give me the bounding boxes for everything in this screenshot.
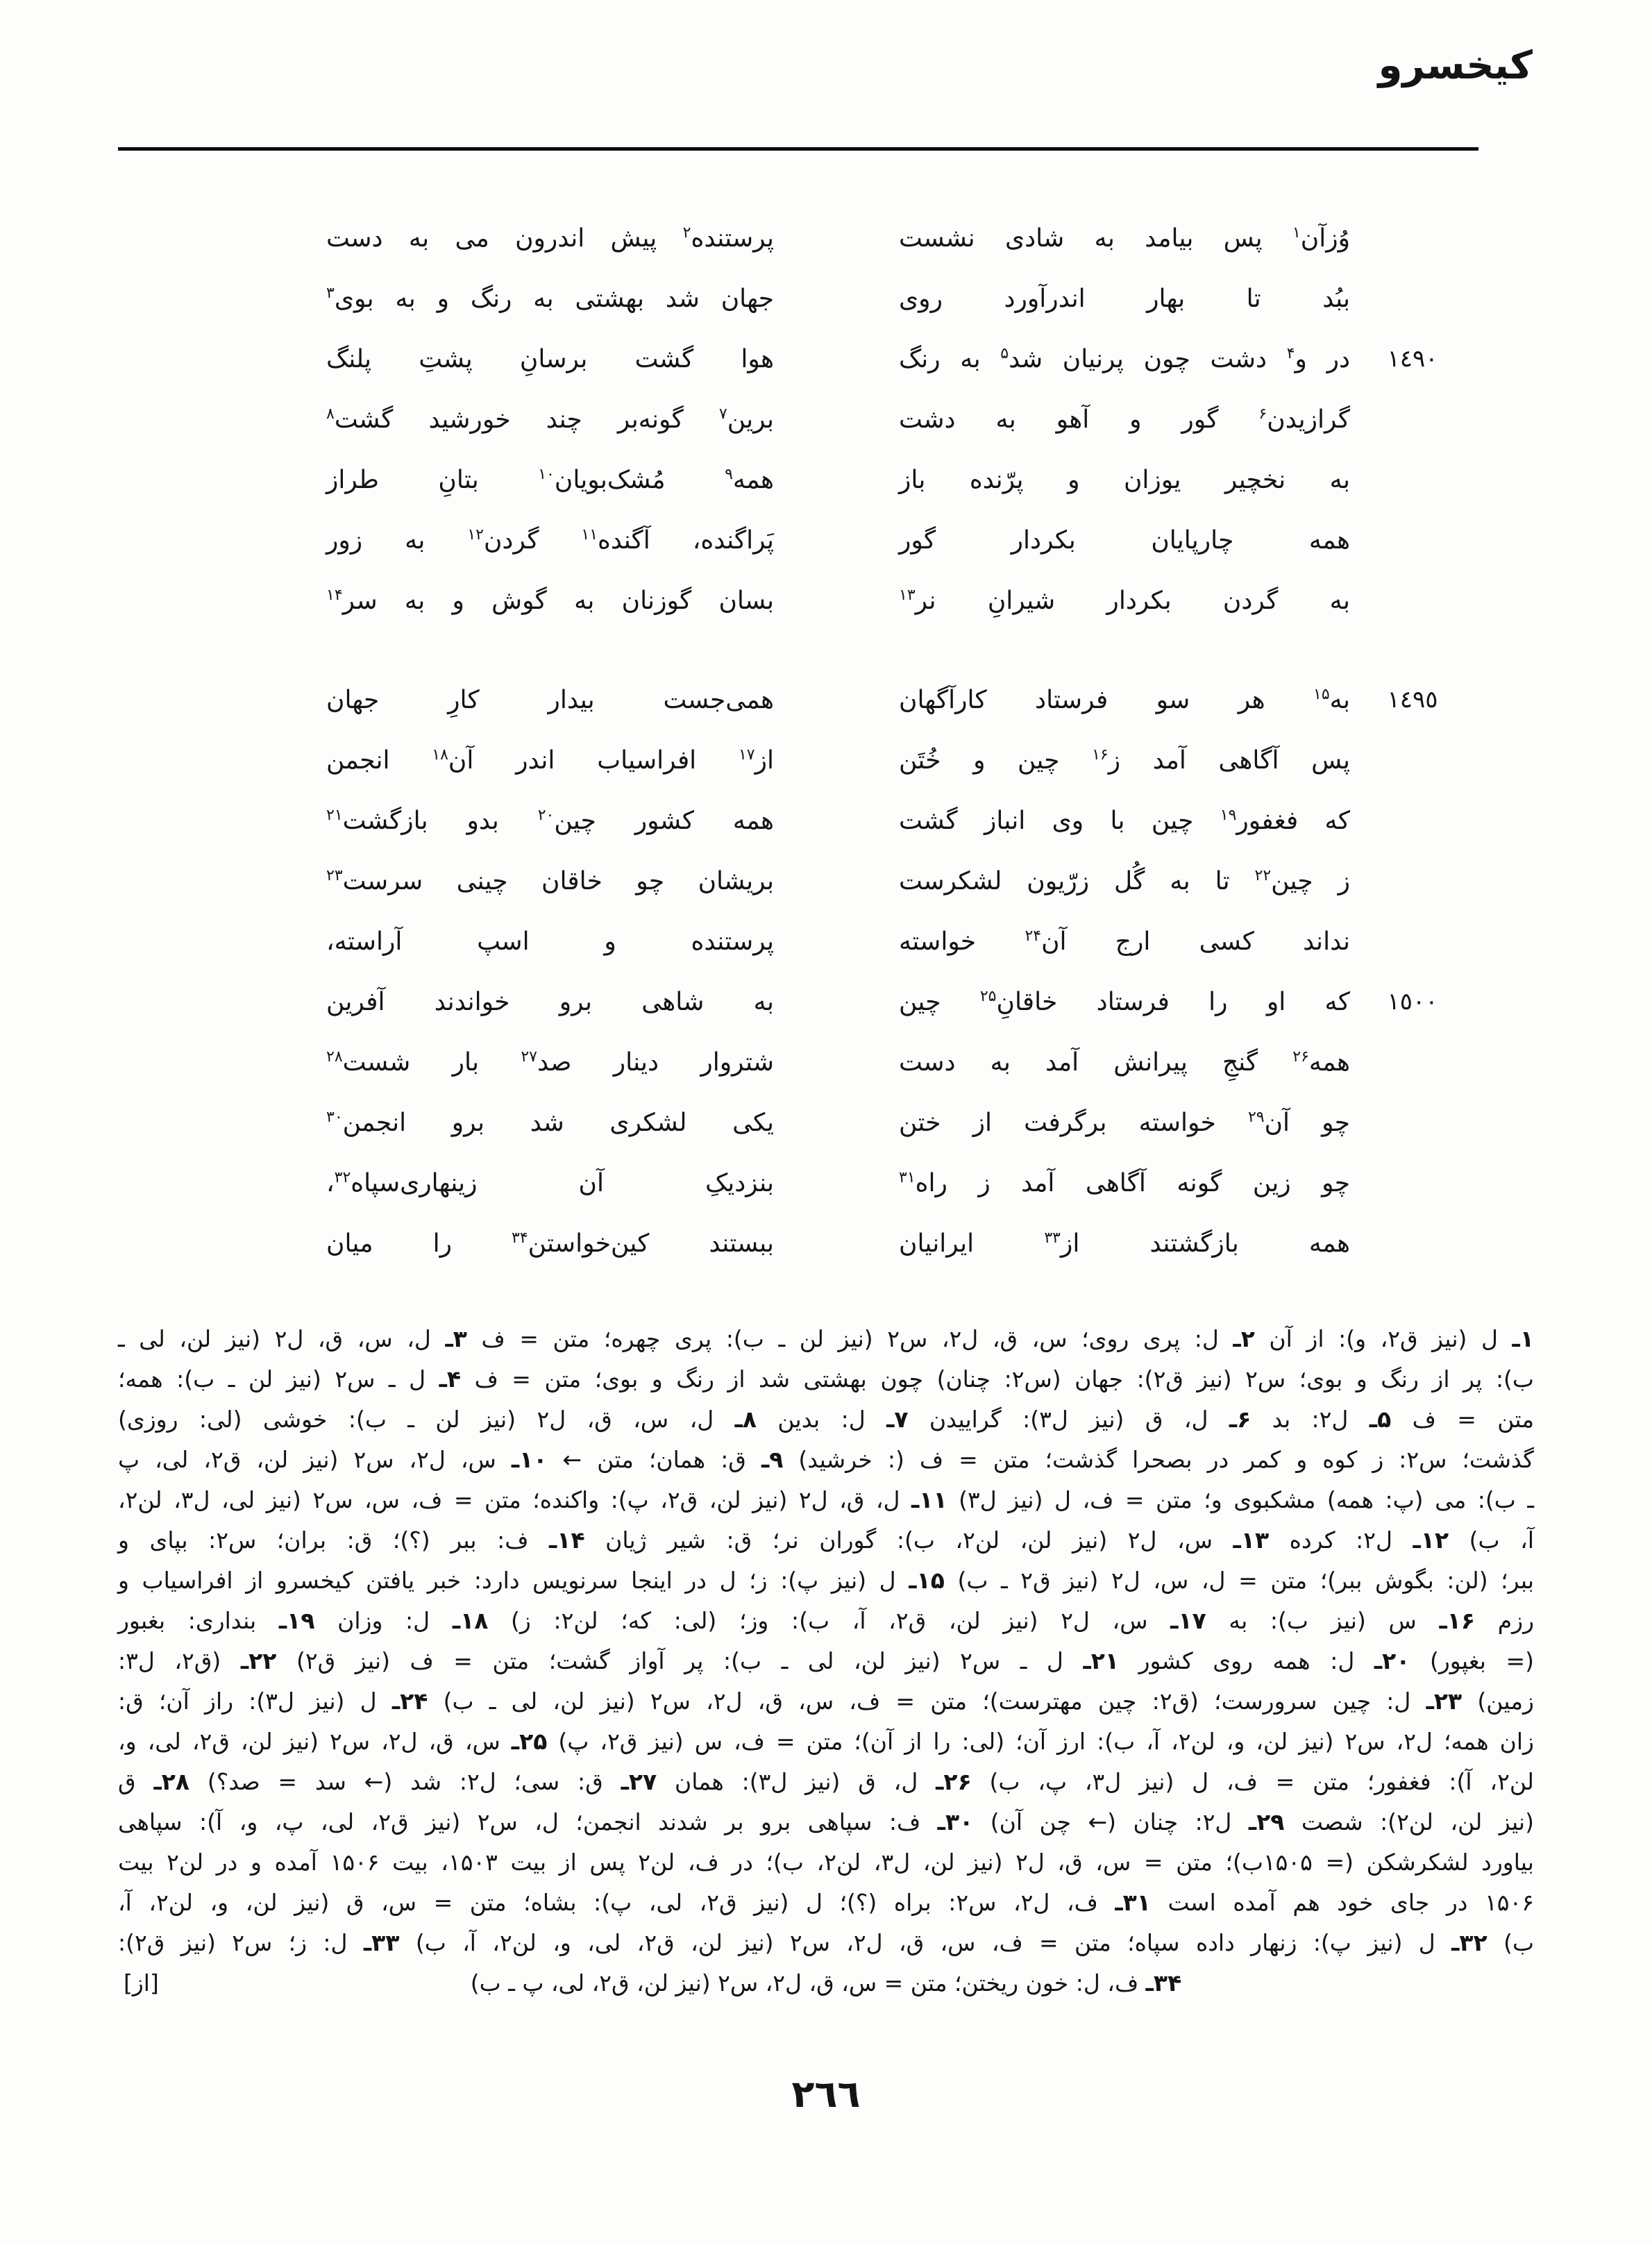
footnote-line: ب) ۳۲ـ ل (نیز پ): زنهار داده سپاه؛ متن = ف، س، ق، ل۲، س۲ (نیز لن، ق۲، لی، و، لن۲، آ، ب) ۳۳ـ ل: ز؛ س۲ (نیز ق۲): [118,1929,1535,1956]
footnote-line: ب): پر از رنگ و بوی؛ س۲ (نیز ق۲): جهان (س۲: چنان) چون بهشتی شد از رنگ و بوی؛ متن = ف ۴ـ ل ـ س۲ (نیز لن ـ ب): همه؛ [118,1365,1534,1393]
footnote-line: ببر؛ (لن: بگوش ببر)؛ متن = ل، س، ل۲ (نیز ق۲ ـ ب) ۱۵ـ ل (نیز پ): ز؛ ل در اینجا سرنویس دارد: خبر یافتن کیخسرو از افراسیاب و [118,1567,1535,1594]
verse-row [0,972,1652,1032]
page-number: ٢٦٦ [791,2072,861,2116]
margin-note: [از] [124,1969,159,1996]
hemistich-left: بریشان چو خاقان چینی سرست$^{۲۳}$ [326,867,774,896]
hemistich-right: چو زین گونه آگاهی آمد ز راه$^{۳۱}$ [899,1169,1350,1197]
verse-number [1378,791,1447,851]
verse-number [1378,1032,1447,1093]
hemistich-right: ببُد تا بهار اندرآورد روی [899,285,1350,313]
hemistich-right: پس آگاهی آمد ز$^{۱۶}$ چین و خُتَن [899,746,1350,775]
footnote-line: ۳۴ـ ف، ل: خون ریختن؛ متن = س، ق، ل۲، س۲ (نیز لن، ق۲، لی، پ ـ ب) [470,1969,1182,1996]
verse-row [0,670,1652,730]
verse-row [0,208,1652,269]
verse-row [0,450,1652,510]
footnote-line: متن = ف ۵ـ ل۲: بد ۶ـ ل، ق (نیز ل۳): گراییدن ۷ـ ل: بدین ۸ـ ل، س، ق، ل۲ (نیز لن ـ ب): خوشی (لی: روزی) [118,1406,1534,1433]
hemistich-left: بسان گوزنان به گوش و به سر$^{۱۴}$ [326,587,774,615]
verse-number [1378,1153,1447,1213]
footnote-line: ۱۵۰۶ در جای خود هم آمده است ۳۱ـ ف، ل۲، س۲: براه (؟)؛ ل (نیز ق۲، لی، پ): بشاه؛ متن = س، ق (نیز لن، و، لن۲، آ، [118,1889,1534,1916]
verse-row [0,1093,1652,1153]
footnote-line: زمین) ۲۳ـ ل: چین سرورست؛ (ق۲: چین مهترست)؛ متن = ف، س، ق، ل۲، س۲ (نیز لن، لی ـ ب) ۲۴ـ ل (نیز ل۳): راز آن؛ ق: [118,1688,1534,1715]
verse-row [0,571,1652,631]
verse-row [0,851,1652,911]
hemistich-left: به شاهی برو خواندند آفرین [326,988,774,1016]
verse-row [0,329,1652,389]
hemistich-right: وُزآن$^۱$ پس بیامد به شادی نشست [899,224,1350,253]
footnotes-section [118,1319,1534,2003]
poem-block-2 [0,670,1652,1274]
verse-row [0,1032,1652,1093]
hemistich-right: چو آن$^{۲۹}$ خواسته برگرفت از ختن [899,1109,1351,1137]
verse-number [1378,208,1447,269]
verse-number [1378,510,1447,571]
verse-number [1378,450,1447,510]
verse-row [0,730,1652,791]
footnote-line: ـ ب): می (پ: همه) مشکبوی و؛ متن = ف، ل (نیز ل۳) ۱۱ـ ل، ق، ل۲ (نیز لن، ق۲، پ): واکنده؛ متن = ف، س، س۲ (نیز لی، ل۳، لن۲، [118,1486,1535,1513]
verse-number [1378,1213,1447,1274]
hemistich-left: هوا گشت برسانِ پشتِ پلنگ [326,345,774,373]
chapter-header: کیخسرو [1378,43,1533,88]
verse-number: ١٥٠٠ [1387,988,1438,1016]
hemistich-left: یکی لشکری شد برو انجمن$^{۳۰}$ [326,1109,774,1137]
verse-row [0,269,1652,329]
footnote-line: گذشت؛ س۲: ز کوه و کمر در بصحرا گذشت؛ متن = ف (: خرشید) ۹ـ ق: همان؛ متن ← ۱۰ـ س، ل۲، س۲ (نیز لن، ق۲، لی، پ [118,1446,1535,1473]
verse-number: ١٤٩٥ [1387,686,1438,714]
hemistich-right: که فغفور$^{۱۹}$ چین با وی انباز گشت [899,807,1351,835]
hemistich-left: شتروار دینار صد$^{۲۷}$ بار شست$^{۲۸}$ [326,1048,775,1077]
hemistich-right: به گردن بکردار شیرانِ نر$^{۱۳}$ [899,587,1350,615]
hemistich-left: برین$^۷$ گونه‌بر چند خورشید گشت$^۸$ [326,405,774,434]
verse-number [1378,911,1447,972]
footnote-line: ۱ـ ل (نیز ق۲، و): از آن ۲ـ ل: پری روی؛ س، ق، ل۲، س۲ (نیز لن ـ ب): پری چهره؛ متن = ف ۳ـ ل، س، ق، ل۲ (نیز لن، لی ـ [118,1325,1534,1352]
verse-row [0,911,1652,972]
hemistich-right: همه$^{۲۶}$ گنجِ پیرانش آمد به دست [899,1048,1350,1077]
hemistich-left: از$^{۱۷}$ افراسیاب اندر آن$^{۱۸}$ انجمن [326,746,774,775]
verse-row [0,791,1652,851]
footnote-line: رزم ۱۶ـ س (نیز ب): به ۱۷ـ س، ل۲ (نیز لن، ق۲، آ، ب): وز؛ (لی: که؛ لن۲: ز) ۱۸ـ ل: وزان ۱۹ـ بنداری: بغبور [118,1607,1535,1634]
hemistich-left: همه کشور چین$^{۲۰}$ بدو بازگشت$^{۲۱}$ [326,807,774,835]
hemistich-left: همه$^۹$ مُشک‌بویان$^{۱۰}$ بتانِ طراز [326,466,774,494]
footnote-line: لن۲، آ): فغفور؛ متن = ف، ل (نیز ل۳، پ، ب) ۲۶ـ ل، ق (نیز ل۳): همان ۲۷ـ ق: سی؛ ل۲: شد (← سد = صد؟) ۲۸ـ ق [118,1768,1534,1795]
hemistich-right: که او را فرستاد خاقانِ$^{۲۵}$ چین [899,988,1350,1016]
hemistich-right: همه بازگشتند از$^{۳۳}$ ایرانیان [899,1229,1350,1258]
hemistich-right: گرازیدن$^۶$ گور و آهو به دشت [899,405,1350,434]
verse-row [0,389,1652,450]
footnote-line: زان همه؛ ل۲، س۲ (نیز لن، و، لن۲، آ، ب): ارز آن؛ (لی: را از آن)؛ متن = ف، س (نیز ق۲، پ) ۲۵ـ س، ق، ل۲، س۲ (نیز لن، ق۲، لی، و، [118,1728,1534,1755]
footnote-line: (نیز لن، لن۲): شصت ۲۹ـ ل۲: چنان (← چن آن) ۳۰ـ ف: سپاهی برو بر شدند انجمن؛ ل، س۲ (نیز ق۲، لی، پ، و، آ): سپاهی [118,1808,1534,1835]
verse-number [1378,269,1447,329]
hemistich-right: به نخچیر یوزان و پرّنده باز [899,466,1350,494]
footnote-line: بیاورد لشکرشکن (= ۱۵۰۵ب)؛ متن = س، ق، ل۲ (نیز لن، ل۳، لن۲، ب)؛ در ف، لن۲ پس از بیت ۱۵۰۳، بیت ۱۵۰۶ آمده و در لن۲ بیت [118,1849,1534,1876]
hemistich-right: در و$^۴$ دشت چون پرنیان شد$^۵$ به رنگ [899,345,1350,373]
hemistich-left: پرستنده و اسپ آراسته، [326,927,774,956]
footnote-line: آ، ب) ۱۲ـ ل۲: کرده ۱۳ـ س، ل۲ (نیز لن، لن۲، ب): گوران نر؛ ق: شیر ژیان ۱۴ـ ف: ببر (؟)؛ ق: بران؛ س۲: بپای و [118,1527,1534,1554]
hemistich-left: ببستند کین‌خواستن$^{۳۴}$ را میان [326,1229,775,1258]
verse-number [1378,571,1447,631]
verse-number: ١٤٩٠ [1387,345,1438,373]
footnote-last-row [118,1963,1534,2003]
verse-number [1378,730,1447,791]
footnote-line: (= بغپور) ۲۰ـ ل: همه روی کشور ۲۱ـ ل ـ س۲ (نیز لن، لی ـ ب): پر آواز گشت؛ متن = ف (نیز ق۲) ۲۲ـ (ق۲، ل۳: [118,1647,1534,1674]
hemistich-right: همه چارپایان بکردار گور [899,526,1350,555]
hemistich-left: بنزدیکِ آن زینهاری‌سپاه$^{۳۲}$، [326,1169,774,1197]
header-divider [118,147,1478,151]
hemistich-right: نداند کسی ارج آن$^{۲۴}$ خواسته [899,927,1350,956]
verse-row [0,510,1652,571]
hemistich-left: پَراگنده، آگنده$^{۱۱}$ گردن$^{۱۲}$ به زور [326,526,774,555]
verse-number [1378,1093,1447,1153]
hemistich-left: جهان شد بهشتی به رنگ و به بوی$^۳$ [326,285,774,313]
verse-row [0,1213,1652,1274]
poem-block-1 [0,208,1652,631]
hemistich-left: همی‌جست بیدار کارِ جهان [326,686,774,714]
verse-row [0,1153,1652,1213]
hemistich-left: پرستنده$^۲$ پیش اندرون می به دست [326,224,774,253]
hemistich-right: به$^{۱۵}$ هر سو فرستاد کارآگهان [899,686,1350,714]
verse-number [1378,389,1447,450]
verse-number [1378,851,1447,911]
hemistich-right: ز چین$^{۲۲}$ تا به گُل زرّیون لشکرست [899,867,1350,896]
